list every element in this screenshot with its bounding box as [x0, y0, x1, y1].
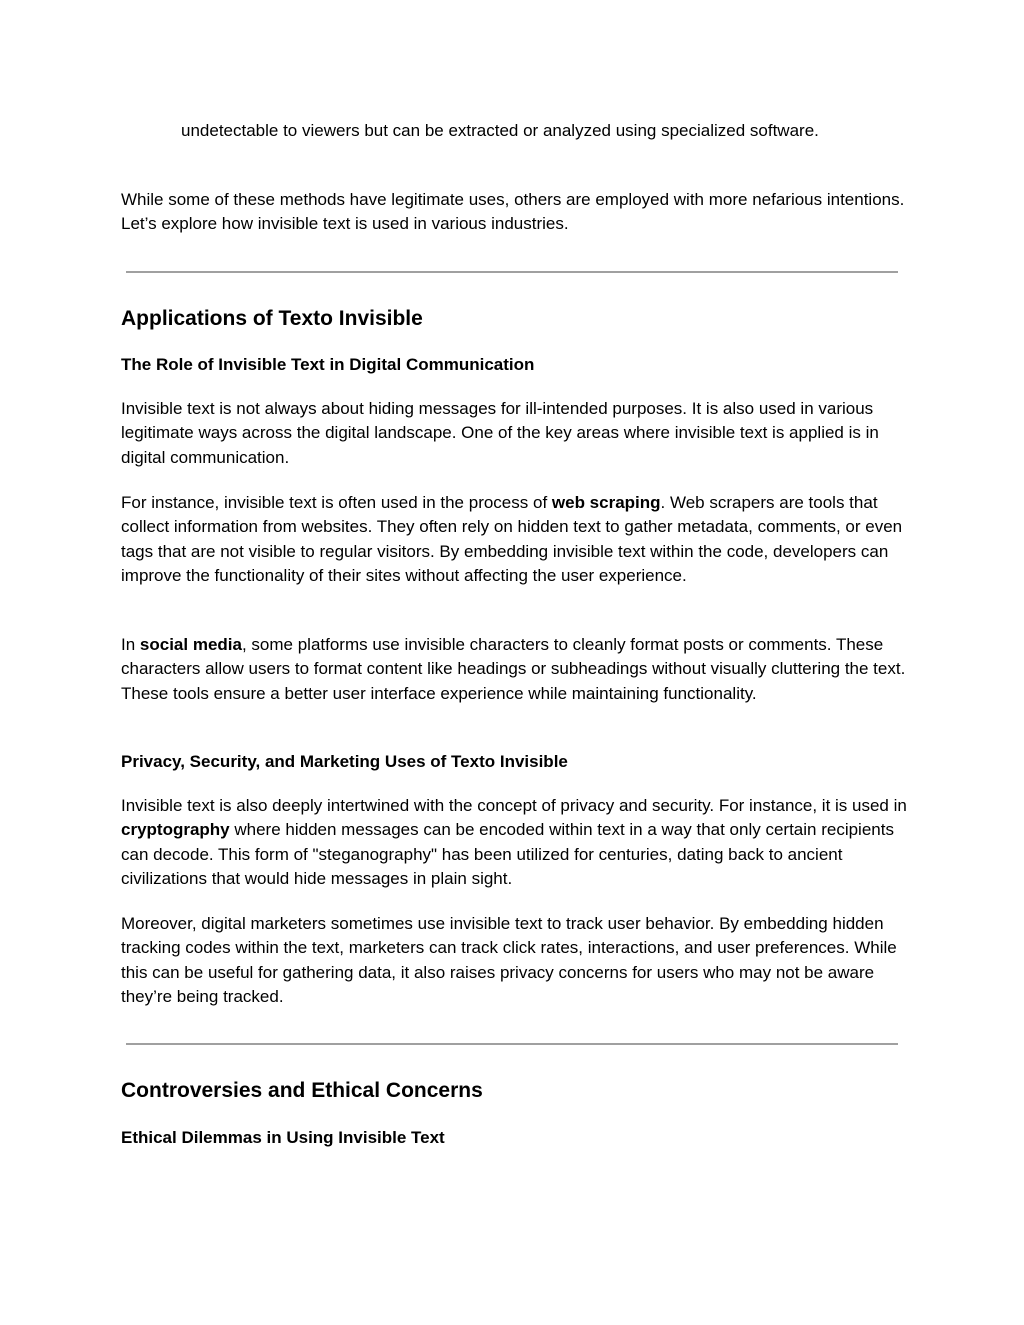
- paragraph-cryptography: [121, 794, 911, 891]
- continued-paragraph: undetectable to viewers but can be extracted or analyzed using specialized software.: [181, 121, 819, 140]
- paragraph-text: , some platforms use invisible characters to cleanly format posts or comments. These characters allow users to format content like headings or subheadings without visually cluttering the text. These tools ensure a better user interface experience while maintaining functionality.: [121, 635, 906, 703]
- subheading-privacy-security: Privacy, Security, and Marketing Uses of Texto Invisible: [121, 752, 568, 771]
- section-divider: [126, 271, 898, 273]
- paragraph-text: Invisible text is also deeply intertwined with the concept of privacy and security. For instance, it is used in: [121, 796, 907, 815]
- section-heading-applications: Applications of Texto Invisible: [121, 307, 423, 330]
- bold-term-social-media: social media: [139, 635, 242, 654]
- paragraph-social-media: [121, 633, 911, 706]
- transition-paragraph: While some of these methods have legitimate uses, others are employed with more nefarious intentions. Let’s explore how invisible text is used in various industries.: [121, 190, 905, 234]
- paragraph-digital-communication: Invisible text is not always about hiding messages for ill-intended purposes. It is also used in various legitimate ways across the digital landscape. One of the key areas where invisible text is applied is in digital communication.: [121, 399, 879, 467]
- paragraph-text: For instance, invisible text is often used in the process of: [121, 493, 552, 512]
- bold-term-web-scraping: web scraping: [551, 493, 661, 512]
- subheading-digital-communication: The Role of Invisible Text in Digital Communication: [121, 355, 535, 374]
- paragraph-text: . Web scrapers are tools that collect information from websites. They often rely on hidden text to gather metadata, comments, or even tags that are not visible to regular visitors. By embedding invisible text within the code, developers can improve the functionality of their sites without affecting the user experience.: [121, 493, 903, 585]
- paragraph-web-scraping: [121, 491, 911, 588]
- paragraph-text: In: [121, 635, 140, 654]
- paragraph-text: where hidden messages can be encoded within text in a way that only certain recipients can decode. This form of "steganography" has been utilized for centuries, dating back to ancient civilizations that would hide messages in plain sight.: [121, 820, 894, 888]
- section-divider: [126, 1043, 898, 1045]
- bold-term-cryptography: cryptography: [121, 820, 230, 840]
- paragraph-marketing: Moreover, digital marketers sometimes use invisible text to track user behavior. By embedding hidden tracking codes within the text, marketers can track click rates, interactions, and user preferences. While this can be useful for gathering data, it also raises privacy concerns for users who may not be aware they’re being tracked.: [121, 914, 897, 1006]
- section-heading-controversies: Controversies and Ethical Concerns: [121, 1079, 483, 1102]
- subheading-ethical-dilemmas: Ethical Dilemmas in Using Invisible Text: [121, 1128, 445, 1147]
